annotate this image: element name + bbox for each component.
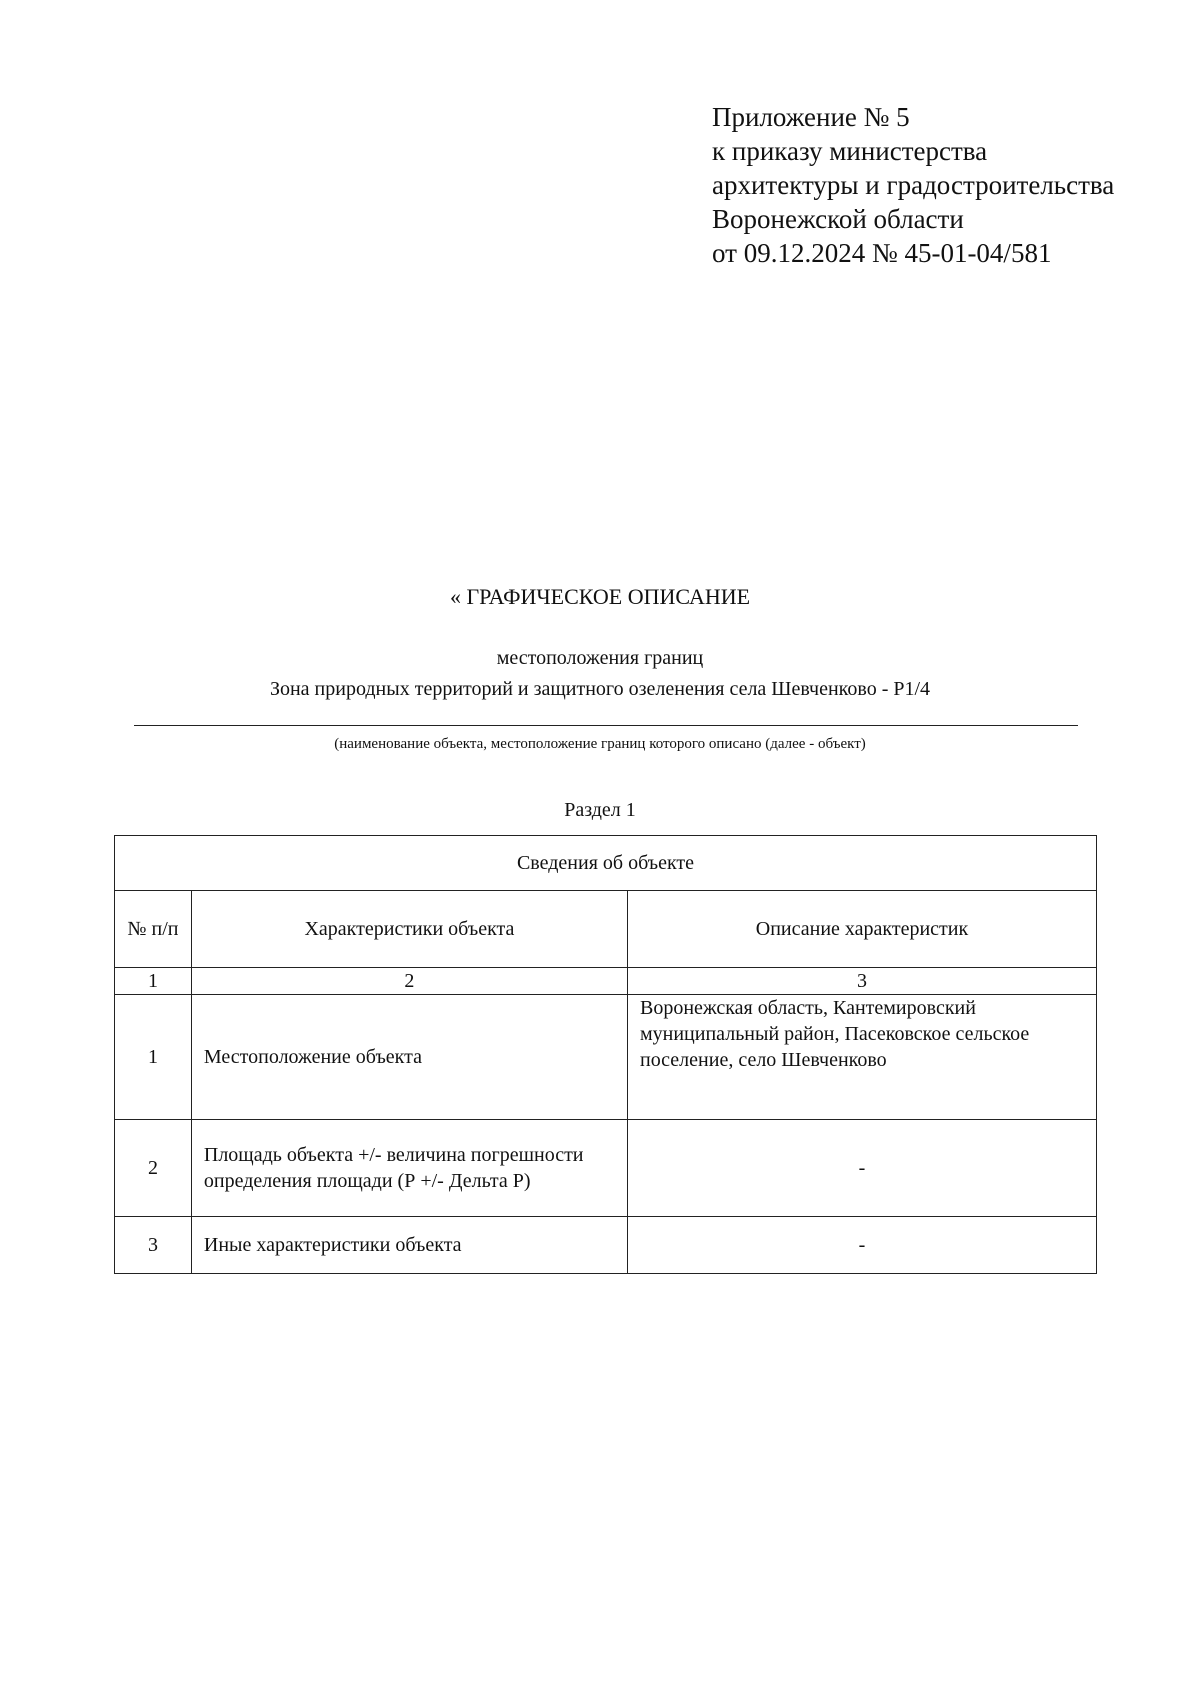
row-description: Воронежская область, Кантемировский муниципальный район, Пасековское сельское поселение, село Шевченково <box>627 995 1096 1120</box>
underline-rule <box>134 725 1078 726</box>
table-caption: Сведения об объекте <box>115 836 1097 891</box>
header-description: Описание характеристик <box>627 891 1096 968</box>
table-index-row <box>115 968 1097 995</box>
row-num: 2 <box>115 1120 192 1217</box>
appendix-block <box>712 100 1114 270</box>
section-label: Раздел 1 <box>564 799 636 821</box>
document-subtitle-1: местоположения границ <box>496 647 704 669</box>
row-characteristic: Местоположение объекта <box>191 995 627 1120</box>
appendix-line: к приказу министерства <box>712 136 988 166</box>
header-characteristic: Характеристики объекта <box>191 891 627 968</box>
header-num: № п/п <box>115 891 192 968</box>
row-characteristic: Иные характеристики объекта <box>191 1217 627 1274</box>
table-row <box>115 1120 1097 1217</box>
index-cell: 1 <box>115 968 192 995</box>
row-description: - <box>627 1120 1096 1217</box>
table-row <box>115 995 1097 1120</box>
appendix-line: Приложение № 5 <box>712 102 910 132</box>
row-num: 3 <box>115 1217 192 1274</box>
appendix-line: архитектуры и градостроительства <box>712 170 1115 200</box>
table-header-row <box>115 891 1097 968</box>
document-subtitle-2: Зона природных территорий и защитного озеленения села Шевченково - Р1/4 <box>269 678 931 700</box>
appendix-line: от 09.12.2024 № 45-01-04/581 <box>712 238 1052 268</box>
row-num: 1 <box>115 995 192 1120</box>
document-title: « ГРАФИЧЕСКОЕ ОПИСАНИЕ <box>449 584 751 609</box>
table-caption-row <box>115 836 1097 891</box>
rule-caption: (наименование объекта, местоположение границ которого описано (далее - объект) <box>334 736 866 752</box>
row-characteristic: Площадь объекта +/- величина погрешности определения площади (Р +/- Дельта Р) <box>191 1120 627 1217</box>
table-row <box>115 1217 1097 1274</box>
object-info-table <box>114 835 1097 1274</box>
index-cell: 2 <box>191 968 627 995</box>
row-description: - <box>627 1217 1096 1274</box>
index-cell: 3 <box>627 968 1096 995</box>
appendix-line: Воронежской области <box>712 204 964 234</box>
